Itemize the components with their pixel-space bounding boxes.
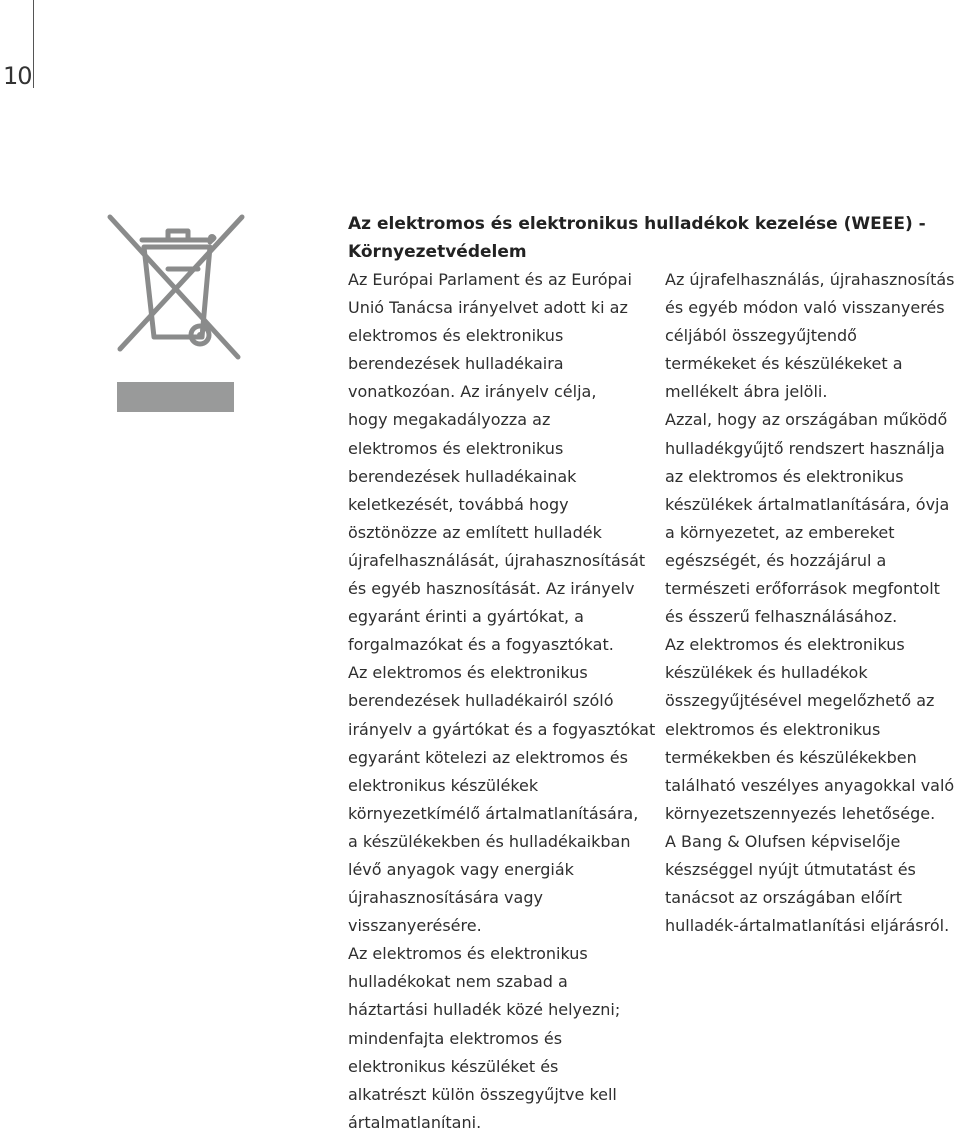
text-line: elektronikus készülékek xyxy=(348,775,539,795)
text-line: céljából összegyűjtendő xyxy=(665,326,857,346)
paragraph xyxy=(665,406,960,631)
text-line: és egyéb hasznosítását. Az irányelv xyxy=(348,579,635,599)
text-line: vonatkozóan. Az irányelv célja, xyxy=(348,382,597,402)
text-line: forgalmazókat és a fogyasztókat. xyxy=(348,635,614,655)
text-line: Az Európai Parlament és az Európai xyxy=(348,270,632,289)
text-line: Azzal, hogy az országában működő xyxy=(665,410,948,430)
text-line: ösztönözze az említett hulladék xyxy=(348,522,602,542)
paragraph xyxy=(348,940,658,1137)
text-line: a környezetet, az embereket xyxy=(665,522,895,542)
paragraph xyxy=(665,631,960,828)
text-line: készülékek és hulladékok xyxy=(665,663,868,683)
text-line: természeti erőforrások megfontolt xyxy=(665,579,940,599)
text-line: termékekben és készülékekben xyxy=(665,747,917,767)
text-line: elektromos és elektronikus xyxy=(348,438,564,458)
text-line: összegyűjtésével megelőzhető az xyxy=(665,691,935,711)
text-line: hulladékokat nem szabad a xyxy=(348,972,568,992)
text-line: háztartási hulladék közé helyezni; xyxy=(348,1000,621,1020)
text-line: található veszélyes anyagokkal való xyxy=(665,775,955,795)
text-line: lévő anyagok vagy energiák xyxy=(348,859,574,879)
text-line: környezetszennyezés lehetősége. xyxy=(665,803,936,823)
text-line: elektronikus készüléket és xyxy=(348,1056,559,1076)
text-line: A Bang & Olufsen képviselője xyxy=(665,831,901,851)
paragraph xyxy=(665,266,960,406)
text-line: Az elektromos és elektronikus xyxy=(665,635,905,655)
text-line: irányelv a gyártókat és a fogyasztókat xyxy=(348,719,656,739)
text-line: mellékelt ábra jelöli. xyxy=(665,382,828,402)
text-line: egészségét, és hozzájárul a xyxy=(665,550,887,570)
text-line: egyaránt kötelezi az elektromos és xyxy=(348,747,628,767)
text-line: alkatrészt külön összegyűjtve kell xyxy=(348,1084,617,1104)
text-line: Az elektromos és elektronikus xyxy=(348,663,588,683)
paragraph xyxy=(665,828,960,940)
text-line: Unió Tanácsa irányelvet adott ki az xyxy=(348,298,628,318)
text-line: Az elektromos és elektronikus xyxy=(348,944,588,964)
right-column xyxy=(665,266,960,940)
section-title-line: Környezetvédelem xyxy=(348,242,527,262)
text-line: készséggel nyújt útmutatást és xyxy=(665,859,916,879)
weee-symbol-bar xyxy=(117,382,234,412)
text-line: ártalmatlanítani. xyxy=(348,1112,482,1132)
text-line: keletkezését, továbbá hogy xyxy=(348,494,569,514)
crossed-out-wheelie-bin-icon xyxy=(106,213,246,361)
text-line: Az újrafelhasználás, újrahasznosítás xyxy=(665,270,955,289)
text-line: és ésszerű felhasználásához. xyxy=(665,607,898,627)
text-line: elektromos és elektronikus xyxy=(348,326,564,346)
text-line: az elektromos és elektronikus xyxy=(665,466,904,486)
text-line: berendezések hulladékainak xyxy=(348,466,577,486)
margin-rule xyxy=(33,0,34,88)
section-title-line: Az elektromos és elektronikus hulladékok kezelése (WEEE) - xyxy=(348,214,926,234)
text-line: termékeket és készülékeket a xyxy=(665,354,903,374)
section-title xyxy=(348,210,948,266)
text-line: visszanyerésére. xyxy=(348,916,482,936)
text-line: elektromos és elektronikus xyxy=(665,719,881,739)
text-line: hulladék-ártalmatlanítási eljárásról. xyxy=(665,916,950,936)
text-line: berendezések hulladékairól szóló xyxy=(348,691,614,711)
text-line: és egyéb módon való visszanyerés xyxy=(665,298,945,318)
text-line: tanácsot az országában előírt xyxy=(665,888,903,908)
text-line: hogy megakadályozza az xyxy=(348,410,551,430)
text-line: készülékek ártalmatlanítására, óvja xyxy=(665,494,950,514)
text-line: mindenfajta elektromos és xyxy=(348,1028,563,1048)
text-line: hulladékgyűjtő rendszert használja xyxy=(665,438,945,458)
text-line: egyaránt érinti a gyártókat, a xyxy=(348,607,584,627)
paragraph xyxy=(348,659,658,940)
left-column xyxy=(348,266,658,1137)
text-line: a készülékekben és hulladékaikban xyxy=(348,831,631,851)
paragraph xyxy=(348,266,658,659)
text-line: újrafelhasználását, újrahasznosítását xyxy=(348,550,646,570)
page-number: 10 xyxy=(3,62,32,90)
text-line: környezetkímélő ártalmatlanítására, xyxy=(348,803,639,823)
text-line: berendezések hulladékaira xyxy=(348,354,564,374)
text-line: újrahasznosítására vagy xyxy=(348,888,543,908)
